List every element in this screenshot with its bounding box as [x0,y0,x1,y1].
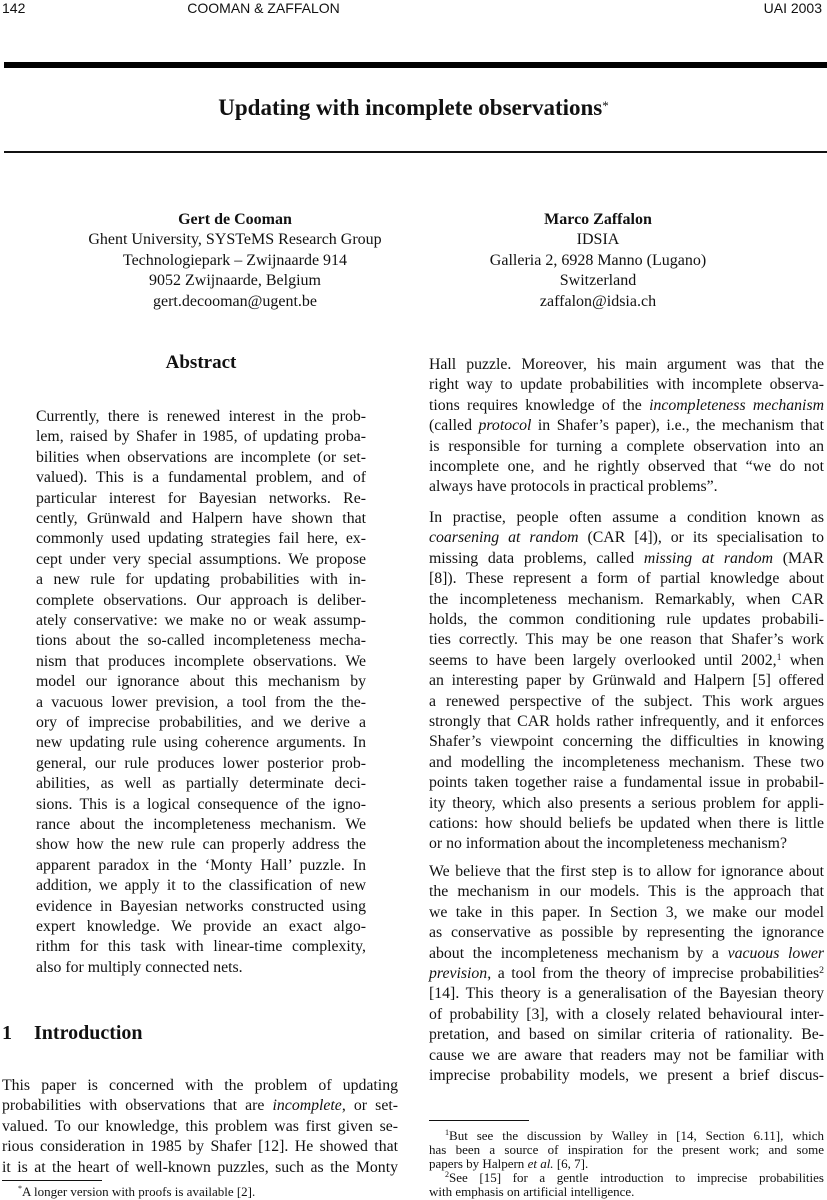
author-email: gert.decooman@ugent.be [152,292,317,310]
text-line [429,416,824,436]
text-run: ity theory, which also presents a serious problem for appli- [429,794,824,812]
text-line [429,477,824,497]
text-run: [14]. This theory is a generalisation of the Bayesian theory [429,985,824,1003]
text-run: rance about the incompleteness mechanism. We [36,816,366,833]
text-run: ately conservative: we make no or weak assump- [36,612,366,629]
italic-text: coarsening at random [429,529,579,547]
italic-text: missing at random [643,549,774,567]
text-line [429,794,824,814]
text-line [429,610,824,630]
text-line [36,427,366,447]
abstract-heading: Abstract [165,352,237,373]
text-line [429,630,824,650]
section-number: 1 [2,1022,12,1044]
text-line [429,903,824,923]
text-line [429,375,824,395]
text-line [36,958,366,978]
text-run: expert knowledge. We provide an exact algo- [36,918,366,935]
text-line [429,1025,824,1045]
text-run: about the incompleteness mechanism by a [429,944,728,962]
footnote-marker: * [18,1184,23,1193]
footnote-rule [429,1120,529,1121]
text-line [36,550,366,570]
text-run: of probability [3], with a closely related behavioural inter- [429,1005,824,1023]
text-run: always have protocols in practical problems”. [429,478,718,496]
text-line [36,733,366,753]
text-line [2,1137,398,1157]
text-line [429,1046,824,1066]
text-line [429,549,824,569]
text-run: (MAR [773,549,824,567]
text-run: as conservative as possible by representing the ignorance [429,924,824,942]
text-run: model our ignorance about this mechanism by [36,673,366,691]
text-line [429,773,824,793]
text-line [429,1066,824,1086]
text-line [429,944,824,964]
text-run: This paper is concerned with the problem of updating [2,1077,398,1094]
text-run: A longer version with proofs is available [2]. [22,1184,256,1199]
text-run: Hall puzzle. Moreover, his main argument was that the [429,356,824,373]
footnote-marker: 2 [445,1170,450,1179]
text-line [36,774,366,794]
text-line [36,795,366,815]
text-line [429,1143,824,1157]
text-line [429,671,824,691]
text-run: probabilities with observations that are [2,1097,273,1115]
text-line [36,754,366,774]
text-run: has been a source of inspiration for the present work; and some [429,1142,824,1157]
text-line [36,693,366,713]
text-line [2,1185,398,1199]
text-line [429,712,824,732]
text-run: valued). This is a fundamental problem, and of [36,469,366,487]
author-affiliation-line: 9052 Zwijnaarde, Belgium [149,272,321,290]
title-rule-bottom [4,151,827,153]
text-line [36,917,366,937]
text-run: seems to have been largely overlooked until 2002, [429,651,777,669]
running-head-authors: COOMAN & ZAFFALON [187,0,340,16]
text-line [429,882,824,902]
footnote-rule [2,1180,102,1181]
text-run: complete observations. Our approach is deliber- [36,591,366,609]
footnote-marker: 1 [445,1128,450,1137]
text-line [36,652,366,672]
text-line [2,1117,398,1137]
text-run: apparent paradox in the ‘Monty Hall’ puzzle. In [36,856,366,874]
author-affiliation-line: Ghent University, SYSTeMS Research Group [88,231,382,249]
text-run: show how the new rule can properly address the [36,836,366,854]
text-run: it is at the heart of well-known puzzles, such as the Monty [2,1158,398,1176]
text-run: points taken together raise a fundamental issue in probabil- [429,774,824,792]
text-line [36,407,366,427]
text-line [429,753,824,773]
text-line [36,897,366,917]
text-line [36,529,366,549]
text-run: incomplete one, and he rightly observed that “we do not [429,458,824,475]
text-line [429,814,824,834]
text-line [36,509,366,529]
italic-text: prevision [429,965,488,982]
text-run: cause we are aware that readers may not be familiar with [429,1046,824,1064]
text-run: [6, 7]. [553,1156,589,1171]
text-run: In practise, people often assume a condition known as [429,509,824,526]
text-run: abilities, as well as partially determinate deci- [36,775,366,793]
title-rule-top [4,62,827,68]
text-line [36,448,366,468]
text-line [36,468,366,488]
author-block-1 [60,210,410,312]
text-line [429,396,824,416]
text-run: tions about the so-called incompleteness mecha- [36,632,366,650]
text-run: [8]). These represent a form of partial knowledge about [429,570,824,588]
footnote-marker: 2 [819,965,824,976]
text-run: papers by Halpern [429,1156,528,1171]
text-line [36,570,366,590]
section-title: Introduction [34,1022,143,1044]
footnote-marker: 1 [776,651,782,663]
text-run: Currently, there is renewed interest in the prob- [36,408,366,425]
author-affiliation-line: Switzerland [559,272,637,290]
italic-text: et al. [527,1156,554,1171]
text-run: nism that produces incomplete observations. We [36,652,366,670]
text-run: new updating rule using coherence arguments. In [36,734,366,752]
text-run: rious consideration in 1985 by Shafer [12]. He showed that [2,1138,398,1156]
author-affiliation-line: Galleria 2, 6928 Manno (Lugano) [489,251,707,269]
text-run: right way to update probabilities with incomplete observa- [429,376,824,394]
text-line [429,437,824,457]
text-run: lem, raised by Shafer in 1985, of updating proba- [36,428,366,446]
text-run: pretation, and based on similar criteria of rationality. Be- [429,1026,824,1044]
text-run: particular interest for Bayesian networks. Re- [36,489,366,507]
text-run: strongly that CAR holds rather infrequently, and it enforces [429,713,824,730]
text-line [2,1096,398,1116]
text-run: also for multiply connected nets. [36,958,243,976]
text-run: with emphasis on artificial intelligence. [429,1184,635,1199]
text-line [36,856,366,876]
text-run: a renewed perspective of the subject. This work argues [429,692,824,710]
text-line [36,937,366,957]
text-line [429,923,824,943]
author-affiliation-line: Technologiepark – Zwijnaarde 914 [122,251,348,269]
text-line [429,692,824,712]
text-line [36,611,366,631]
text-line [429,1171,824,1185]
text-run: missing data problems, called [429,549,644,567]
text-line [429,651,824,671]
author-block-2 [440,210,756,312]
running-head-venue: UAI 2003 [763,0,822,16]
text-line [36,489,366,509]
text-line [2,1158,398,1178]
text-run: is responsible for turning a complete observation into an [429,437,824,455]
text-run: sions. This is a logical consequence of the igno- [36,795,366,813]
text-run: the incompleteness mechanism. Remarkably, when CAR [429,590,824,608]
text-run: , a tool from the theory of imprecise probabilities [487,965,820,982]
text-line [429,834,824,854]
text-line [36,713,366,733]
text-line [429,508,824,528]
text-run: general, our rule produces lower posterior prob- [36,754,366,772]
page-number: 142 [2,0,26,16]
text-line [429,1005,824,1025]
text-run: imprecise probability models, we present a brief discus- [429,1067,824,1084]
text-run: ties correctly. This may be one reason that Shafer’s work [429,631,824,649]
text-run: But see the discussion by Walley in [14, Section 6.11], which [449,1128,824,1143]
text-line [2,1076,398,1096]
text-line [429,457,824,477]
text-run: See [15] for a gentle introduction to imprecise probabilities [449,1170,824,1185]
text-line [429,1157,824,1171]
text-line [429,984,824,1004]
text-run: evidence in Bayesian networks constructed using [36,897,366,915]
text-run: bilities when observations are incomplete (or set- [36,448,366,466]
paper-title [0,94,827,122]
text-run: cations: how should beliefs be updated when there is little [429,815,824,832]
text-run: an interesting paper by Grünwald and Halpern [5] offered [429,672,824,690]
text-run: cept under very special assumptions. We propose [36,550,366,568]
author-name: Marco Zaffalon [544,211,652,228]
text-line [36,835,366,855]
text-line [36,631,366,651]
author-affiliation-line: IDSIA [576,231,620,249]
text-line [36,815,366,835]
text-run: valued. To our knowledge, this problem was first given se- [2,1117,398,1135]
text-run: and modelling the incompleteness mechanism. These two [429,753,824,771]
section-heading [2,1021,143,1045]
text-run: Shafer’s viewpoint concerning the difficulties in knowing [429,733,824,751]
text-line [429,528,824,548]
text-line [429,1129,824,1143]
text-run: commonly used updating strategies fail here, ex- [36,530,366,548]
text-run: or no information about the incompleteness mechanism? [429,835,787,853]
text-line [429,1185,824,1199]
text-run: in Shafer’s paper), i.e., the mechanism that [531,417,824,435]
text-run: holds, the common conditioning rule updates probabili- [429,611,824,628]
text-line [429,590,824,610]
text-run: the mechanism in our models. This is the approach that [429,883,824,901]
text-run: , or set- [341,1097,398,1115]
title-footnote-mark: * [602,98,609,113]
text-run: we take in this paper. In Section 3, we make our model [429,903,824,921]
text-run: addition, we apply it to the classification of new [36,877,366,895]
text-run: (called [429,417,479,435]
text-line [36,591,366,611]
text-line [429,964,824,984]
paper-title-text: Updating with incomplete observations [218,95,603,120]
text-line [36,876,366,896]
text-run: cently, Grünwald and Halpern have shown that [36,510,366,527]
text-run: We believe that the first step is to allow for ignorance about [429,863,824,880]
italic-text: incomplete [272,1097,342,1115]
text-run: tions requires knowledge of the [429,396,650,414]
text-line [429,862,824,882]
italic-text: incompleteness mechanism [649,396,824,414]
text-line [36,672,366,692]
author-email: zaffalon@idsia.ch [539,292,657,310]
text-run: (CAR [4]), or its specialisation to [578,529,824,547]
text-line [429,355,824,375]
author-name: Gert de Cooman [178,211,292,228]
text-line [429,732,824,752]
italic-text: vacuous lower [727,944,824,962]
text-line [429,569,824,589]
text-run: ory of imprecise probabilities, and we derive a [36,714,366,731]
text-run: a new rule for updating probabilities with in- [36,571,366,589]
text-run: a vacuous lower prevision, a tool from the the- [36,693,366,711]
italic-text: protocol [478,417,532,435]
text-run: rithm for this task with linear-time complexity, [36,938,366,956]
text-run: when [781,651,824,669]
